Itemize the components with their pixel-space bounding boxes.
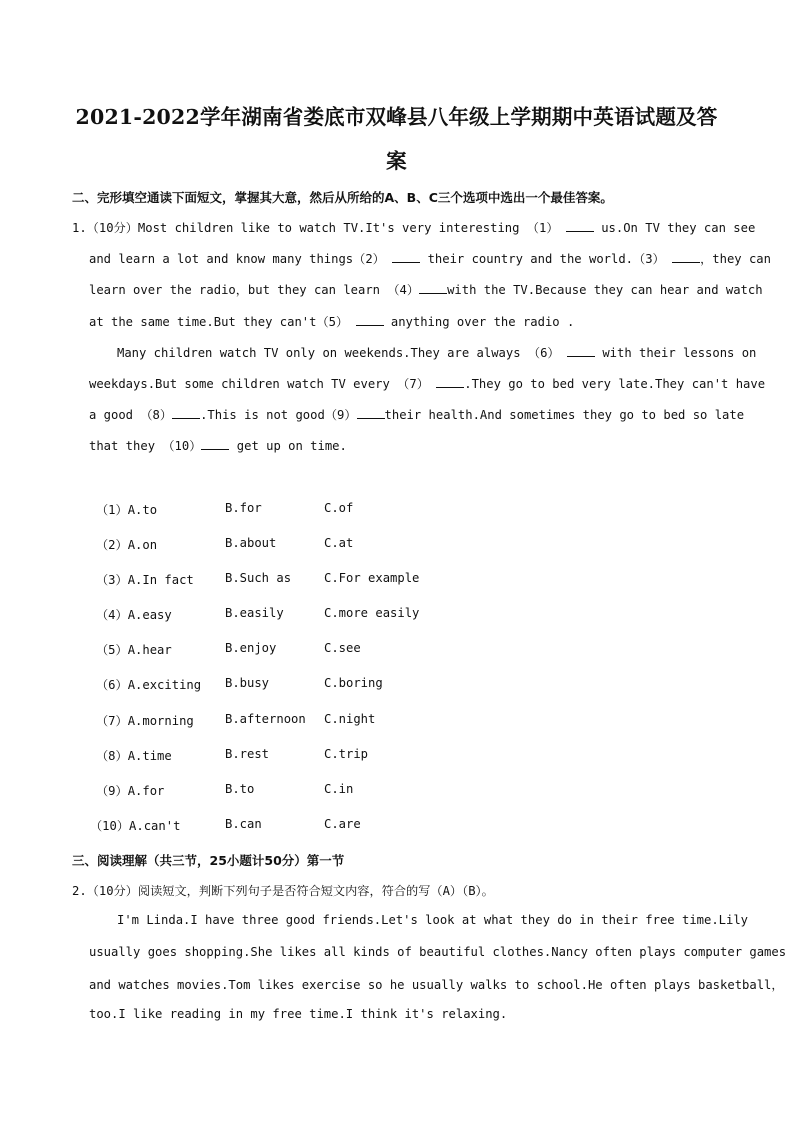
passage-line-3: learn over the radio，but they can learn （4） with the TV.Because they can hear and watch [89,283,763,297]
passage-line-8: that they （10） get up on time. [89,439,347,453]
option-a[interactable]: （9）A.for [96,783,165,798]
option-a[interactable]: （10）A.can't [90,818,181,833]
option-c[interactable]: C.For example [324,571,420,586]
reading-line-4: too.I like reading in my free time.I think it's relaxing. [89,1007,508,1021]
option-b[interactable]: B.for [225,501,262,515]
section-heading-cloze: 二、完形填空通读下面短文，掌握其大意，然后从所给的A、B、C三个选项中选出一个最佳答案。 [72,190,613,205]
option-c[interactable]: C.of [324,501,354,515]
blank-4[interactable] [419,282,447,294]
blank-2[interactable] [392,251,420,263]
option-b[interactable]: B.Such as [225,571,292,586]
option-a[interactable]: （8）A.time [96,748,172,763]
blank-6[interactable] [567,345,595,357]
option-b[interactable]: B.rest [225,746,270,761]
title-line-2: 案 [386,149,407,173]
blank-8[interactable] [172,407,200,419]
option-c[interactable]: C.see [324,641,361,656]
option-a[interactable]: （3）A.In fact [96,573,194,588]
option-a[interactable]: （6）A.exciting [96,678,202,693]
passage-line-1: 1.（10分）Most children like to watch TV.It's very interesting （1） us.On TV they can see [72,221,756,235]
option-b[interactable]: B.can [225,816,262,831]
option-b[interactable]: B.afternoon [225,711,306,726]
option-b[interactable]: B.to [225,781,255,796]
title-line-1: 2021-2022学年湖南省娄底市双峰县八年级上学期期中英语试题及答 [75,105,718,129]
option-a[interactable]: （7）A.morning [96,713,194,728]
option-c[interactable]: C.more easily [324,606,420,621]
option-b[interactable]: B.busy [225,676,270,691]
passage-line-7: a good （8） .This is not good（9） their health.And sometimes they go to bed so late [89,408,745,422]
option-c[interactable]: C.trip [324,746,369,761]
blank-3[interactable] [672,251,700,263]
option-b[interactable]: B.enjoy [225,641,277,656]
blank-5[interactable] [356,314,384,326]
option-a[interactable]: （4）A.easy [96,608,172,623]
blank-9[interactable] [357,407,385,419]
option-c[interactable]: C.at [324,536,354,551]
passage-line-5: Many children watch TV only on weekends.They are always （6） with their lessons on [117,346,757,360]
option-b[interactable]: B.about [225,536,277,551]
option-c[interactable]: C.boring [324,676,383,691]
page-title [60,95,733,183]
reading-line-3: and watches movies.Tom likes exercise so he usually walks to school.He often plays basketball， [89,978,784,992]
option-b[interactable]: B.easily [225,606,284,621]
blank-10[interactable] [201,438,229,450]
passage-line-6: weekdays.But some children watch TV every （7） .They go to bed very late.They can't have [89,377,766,391]
option-a[interactable]: （1）A.to [96,503,158,517]
blank-7[interactable] [436,376,464,388]
option-c[interactable]: C.are [324,816,361,831]
question-2-prompt: 2.（10分）阅读短文，判断下列句子是否符合短文内容，符合的写（A）（B）。 [72,884,494,898]
reading-line-1: I'm Linda.I have three good friends.Let's look at what they do in their free time.Lily [117,913,749,927]
reading-line-2: usually goes shopping.She likes all kinds of beautiful clothes.Nancy often plays computer games [89,945,787,959]
option-c[interactable]: C.in [324,781,354,796]
passage-line-4: at the same time.But they can't（5） anything over the radio . [89,315,575,329]
blank-1[interactable] [566,220,594,232]
option-a[interactable]: （2）A.on [96,538,158,553]
option-c[interactable]: C.night [324,711,376,726]
section-heading-reading: 三、阅读理解（共三节，25小题计50分）第一节 [72,853,345,868]
option-a[interactable]: （5）A.hear [96,643,172,658]
passage-line-2: and learn a lot and know many things（2） their country and the world.（3） ，they can [89,252,771,266]
